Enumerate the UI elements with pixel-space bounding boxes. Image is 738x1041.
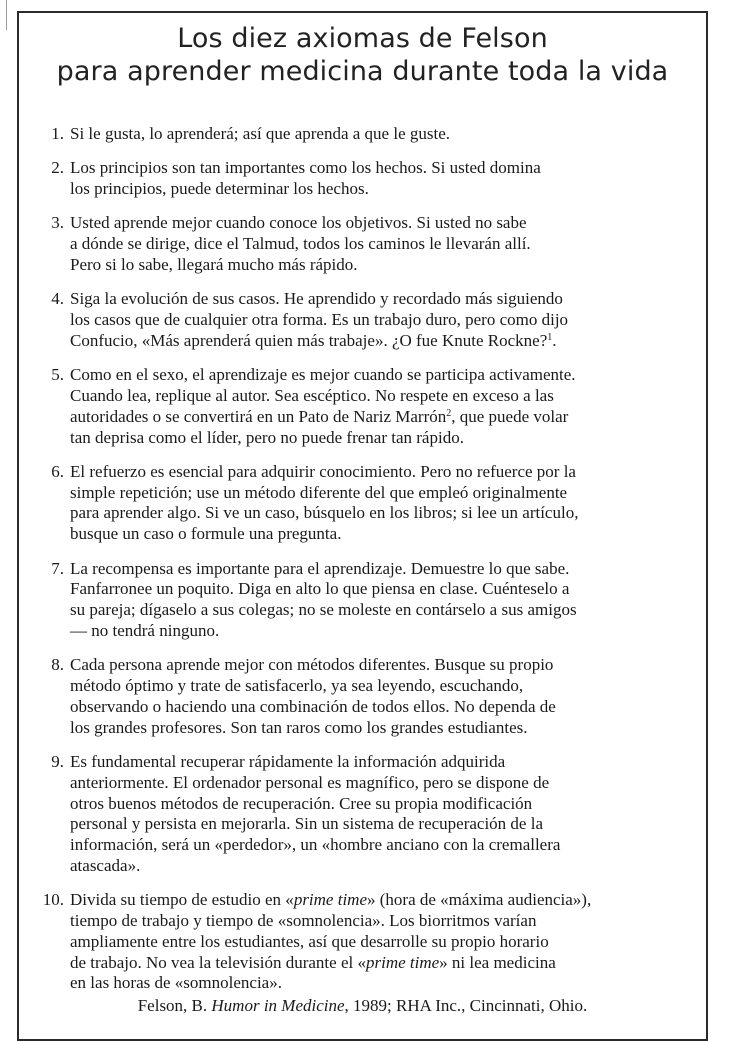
axiom-number: 4. — [51, 289, 64, 309]
axiom-line — [70, 179, 692, 200]
text-run: método óptimo y trate de satisfacerlo, ya sea leyendo, escuchando, — [70, 676, 524, 696]
axiom-line — [70, 483, 692, 504]
axiom-item — [40, 158, 692, 200]
text-run: La recompensa es importante para el aprendizaje. Demuestre lo que sabe. — [70, 558, 570, 578]
axiom-number: 1. — [51, 124, 64, 143]
emphasis-text: Humor in Medicine — [211, 996, 345, 1015]
text-run: de trabajo. No vea la televisión durante el « — [70, 952, 366, 972]
text-run: para aprender algo. Si ve un caso, búsquelo en los libros; si lee un artículo, — [70, 503, 579, 523]
axiom-line — [70, 953, 692, 974]
text-run: . — [552, 330, 557, 350]
axiom-line — [70, 718, 692, 739]
footnote-marker: 1 — [547, 331, 553, 343]
axiom-text — [70, 462, 692, 545]
emphasis-text: prime time — [293, 890, 367, 910]
text-run: los grandes profesores. Son tan raros como los grandes estudiantes. — [70, 717, 528, 737]
text-run: » ni lea medicina — [439, 952, 556, 972]
title-line-1: Los diez axiomas de Felson — [177, 23, 548, 54]
text-run: Siga la evolución de sus casos. He aprendido y recordado más siguiendo — [70, 289, 563, 309]
axiom-line — [70, 331, 692, 352]
axiom-line — [70, 621, 692, 642]
axiom-text — [70, 365, 692, 448]
citation — [17, 995, 708, 1017]
axiom-line — [70, 407, 692, 428]
axiom-list — [40, 124, 692, 1008]
axiom-line — [70, 911, 692, 932]
axiom-text — [70, 890, 692, 994]
axiom-line — [70, 255, 692, 276]
text-run: autoridades o se convertirá en un Pato de Nariz Marrón — [70, 406, 447, 426]
axiom-line — [70, 794, 692, 815]
text-run: a dónde se dirige, dice el Talmud, todos los caminos le llevarán allí. — [70, 234, 531, 254]
axiom-number: 3. — [51, 213, 64, 233]
axiom-number: 2. — [51, 158, 64, 178]
axiom-line — [70, 365, 692, 386]
axiom-text — [70, 124, 692, 145]
page-edge-mark — [6, 0, 7, 30]
axiom-line — [70, 773, 692, 794]
text-run: atascada». — [70, 855, 141, 875]
axiom-line — [70, 234, 692, 255]
axiom-number: 7. — [51, 558, 64, 578]
text-run: Felson, B. — [137, 996, 212, 1015]
axiom-line — [70, 655, 692, 676]
text-run: Pero si lo sabe, llegará mucho más rápido. — [70, 254, 358, 274]
text-run: Fanfarronee un poquito. Diga en alto lo que piensa en clase. Cuénteselo a — [70, 579, 570, 599]
axiom-line — [70, 835, 692, 856]
axiom-line — [70, 386, 692, 407]
text-run: — no tendrá ninguno. — [70, 620, 220, 640]
axiom-item — [40, 655, 692, 738]
axiom-text — [70, 559, 692, 642]
text-run: Usted aprende mejor cuando conoce los objetivos. Si usted no sabe — [70, 213, 527, 233]
emphasis-text: prime time — [365, 952, 440, 972]
text-run: » (hora de «máxima audiencia»), — [367, 890, 592, 910]
axiom-line — [70, 503, 692, 524]
text-run: Divida su tiempo de estudio en « — [70, 890, 294, 910]
title-line-2: para aprender medicina durante toda la vida — [56, 56, 669, 87]
axiom-line — [70, 814, 692, 835]
text-run: información, será un «perdedor», un «hombre anciano con la cremallera — [70, 835, 561, 855]
axiom-line — [70, 213, 692, 234]
axiom-line — [70, 697, 692, 718]
text-run: Los principios son tan importantes como los hechos. Si usted domina — [70, 158, 541, 178]
axiom-line — [70, 973, 692, 994]
text-run: otros buenos métodos de recuperación. Cree su propia modificación — [70, 793, 533, 813]
axiom-line — [70, 856, 692, 877]
axiom-item — [40, 289, 692, 351]
axiom-line — [70, 559, 692, 580]
axiom-text — [70, 752, 692, 877]
axiom-line — [70, 124, 692, 145]
axiom-number: 9. — [51, 751, 64, 771]
axiom-item — [40, 365, 692, 448]
text-run: simple repetición; use un método diferente del que empleó originalmente — [70, 482, 568, 502]
text-run: anteriormente. El ordenador personal es magnífico, pero se dispone de — [70, 772, 550, 792]
text-run: su pareja; dígaselo a sus colegas; no se moleste en contárselo a sus amigos — [70, 600, 577, 620]
text-run: personal y persista en mejorarla. Sin un sistema de recuperación de la — [70, 814, 543, 834]
text-run: Si le gusta, lo aprenderá; así que aprenda a que le guste. — [70, 124, 451, 143]
text-run: ampliamente entre los estudiantes, así que desarrolle su propio horario — [70, 931, 549, 951]
text-run: Cuando lea, replique al autor. Sea escéptico. No respete en exceso a las — [70, 385, 554, 405]
axiom-number: 10. — [42, 890, 64, 910]
axiom-line — [70, 524, 692, 545]
text-run: tan deprisa como el líder, pero no puede frenar tan rápido. — [70, 427, 464, 447]
text-run: observando o haciendo una combinación de todos ellos. No dependa de — [70, 696, 556, 716]
axiom-item — [40, 462, 692, 545]
text-run: busque un caso o formule una pregunta. — [70, 524, 342, 544]
text-run: El refuerzo es esencial para adquirir conocimiento. Pero no refuerce por la — [70, 461, 576, 481]
axiom-line — [70, 428, 692, 449]
axiom-line — [70, 752, 692, 773]
axiom-line — [70, 289, 692, 310]
text-run: , que puede volar — [451, 406, 569, 426]
axiom-item — [40, 559, 692, 642]
page-title — [17, 22, 708, 88]
text-run: , 1989; RHA Inc., Cincinnati, Ohio. — [344, 996, 588, 1015]
axiom-number: 6. — [51, 461, 64, 481]
text-run: los casos que de cualquier otra forma. Es un trabajo duro, pero como dijo — [70, 310, 569, 330]
axiom-number: 5. — [51, 365, 64, 385]
axiom-line — [70, 676, 692, 697]
axiom-item — [40, 752, 692, 877]
text-run: Es fundamental recuperar rápidamente la información adquirida — [70, 751, 506, 771]
axiom-line — [70, 579, 692, 600]
axiom-text — [70, 213, 692, 275]
axiom-line — [70, 158, 692, 179]
axiom-text — [70, 655, 692, 738]
axiom-line — [70, 890, 692, 911]
axiom-text — [70, 289, 692, 351]
text-run: Confucio, «Más aprenderá quien más trabaje». ¿O fue Knute Rockne? — [70, 330, 548, 350]
axiom-item — [40, 124, 692, 145]
text-run: en las horas de «somnolencia». — [70, 973, 282, 993]
axiom-line — [70, 932, 692, 953]
text-run: tiempo de trabajo y tiempo de «somnolencia». Los biorritmos varían — [70, 911, 537, 930]
text-run: Como en el sexo, el aprendizaje es mejor cuando se participa activamente. — [70, 365, 576, 385]
axiom-item — [40, 890, 692, 994]
axiom-item — [40, 213, 692, 275]
axiom-line — [70, 462, 692, 483]
axiom-number: 8. — [51, 655, 64, 675]
text-run: los principios, puede determinar los hechos. — [70, 179, 369, 199]
axiom-text — [70, 158, 692, 200]
axiom-line — [70, 310, 692, 331]
axiom-line — [70, 600, 692, 621]
footnote-marker: 2 — [446, 407, 452, 419]
text-run: Cada persona aprende mejor con métodos diferentes. Busque su propio — [70, 655, 554, 675]
